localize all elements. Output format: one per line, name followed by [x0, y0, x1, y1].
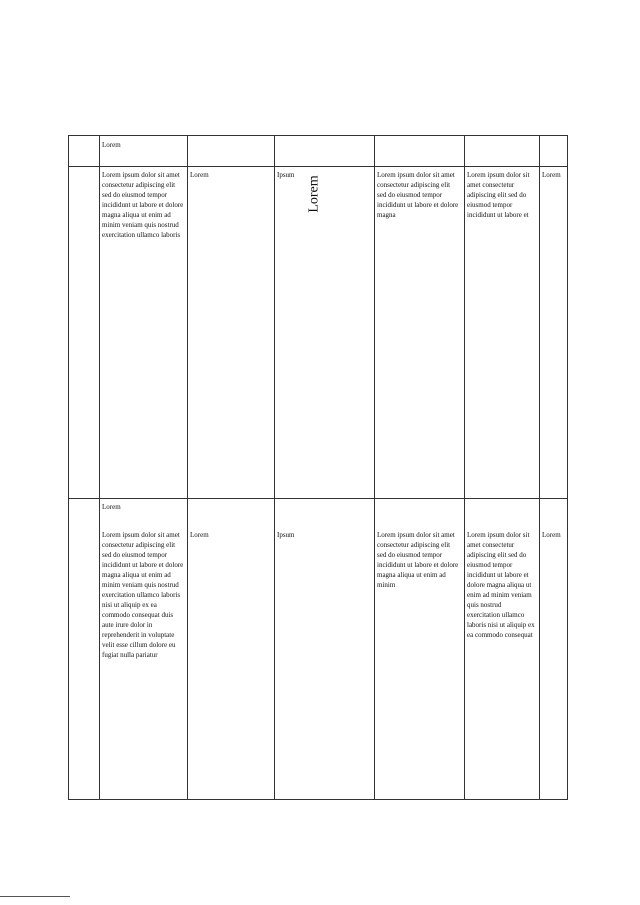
frequency-cell: Lorem	[542, 531, 561, 539]
row-divider	[69, 166, 567, 167]
page-number-text: Lorem	[307, 175, 323, 213]
row-number-cell: Lorem	[102, 141, 121, 149]
row-number-cell: Lorem	[102, 503, 121, 511]
start-date-cell: Lorem	[190, 531, 209, 539]
column-divider	[539, 136, 540, 799]
responsible-cell: Lorem ipsum dolor sit amet consectetur adipiscing elit sed do eiusmod tempor incididunt ut labore et dolore magna	[377, 171, 459, 219]
column-divider	[464, 136, 465, 799]
column-divider	[99, 136, 100, 799]
end-date-cell: Ipsum	[277, 531, 295, 539]
row-divider	[69, 498, 567, 499]
start-date-cell: Lorem	[190, 171, 209, 179]
responsible-cell: Lorem ipsum dolor sit amet consectetur adipiscing elit sed do eiusmod tempor incididunt ut labore et dolore magna aliqua ut enim ad minim	[377, 531, 459, 589]
result-cell: Lorem ipsum dolor sit amet consectetur adipiscing elit sed do eiusmod tempor incididunt ut labore et dolore magna aliqua ut enim ad minim veniam quis nostrud exercitation ullamco laboris nisi ut aliquip ex ea commodo consequat	[467, 531, 535, 639]
measure-cell: Lorem ipsum dolor sit amet consectetur adipiscing elit sed do eiusmod tempor incididunt ut labore et dolore magna aliqua ut enim ad minim veniam quis nostrud exercitation ullamco laboris	[102, 171, 184, 239]
measure-cell: Lorem ipsum dolor sit amet consectetur adipiscing elit sed do eiusmod tempor incididunt ut labore et dolore magna aliqua ut enim ad minim veniam quis nostrud exercitation ullamco laboris nisi ut aliquip ex ea commodo consequat duis aute irure dolor in reprehenderit in voluptate velit esse cillum dolore eu fugiat nulla pariatur	[102, 531, 184, 659]
footer-rule	[0, 896, 70, 897]
measures-table	[68, 135, 568, 800]
end-date-cell: Ipsum	[277, 171, 295, 179]
frequency-cell: Lorem	[542, 171, 561, 179]
column-divider	[274, 136, 275, 799]
result-cell: Lorem ipsum dolor sit amet consectetur adipiscing elit sed do eiusmod tempor incididunt ut labore et	[467, 171, 530, 219]
column-divider	[187, 136, 188, 799]
column-divider	[374, 136, 375, 799]
